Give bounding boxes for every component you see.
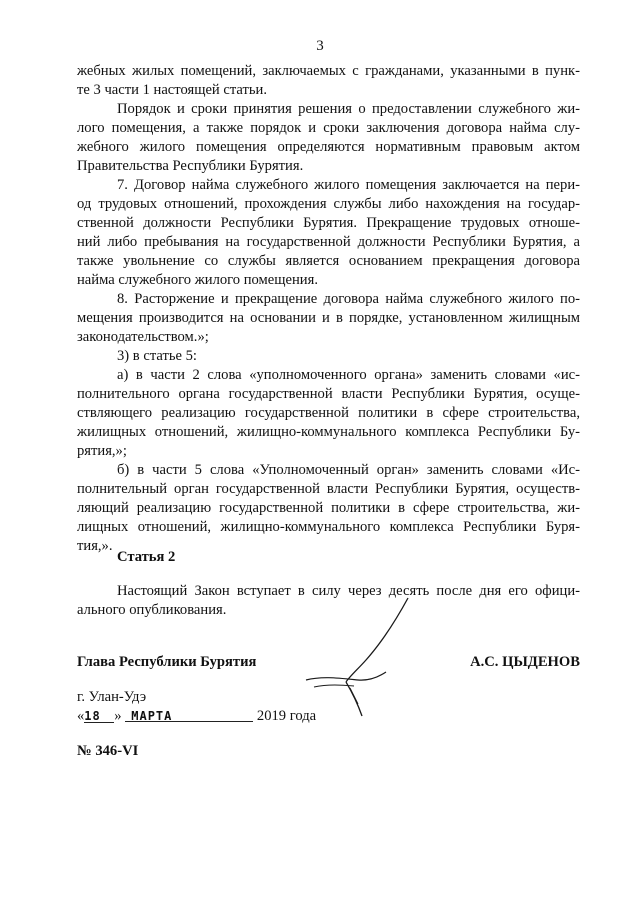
date-month: МАРТА bbox=[131, 709, 173, 723]
text-line: од трудовых отношений, прохождения службы либо нахождения на государ- bbox=[77, 196, 580, 212]
text-line: мещения производится на основании и в порядке, установленном жилищным bbox=[77, 310, 580, 326]
date-open-quote: « bbox=[77, 708, 85, 724]
text-line: Правительства Республики Бурятия. bbox=[77, 158, 304, 174]
text-line: законодательством.»; bbox=[77, 329, 209, 345]
text-line: б) в части 5 слова «Уполномоченный орган» заменить словами «Ис- bbox=[117, 462, 580, 478]
article-heading: Статья 2 bbox=[117, 549, 176, 565]
signer-position: Глава Республики Бурятия bbox=[77, 654, 257, 670]
text-line: ствляющего реализацию государственной политики в сфере строительства, bbox=[77, 405, 580, 421]
text-line: 8. Расторжение и прекращение договора найма служебного жилого по- bbox=[117, 291, 580, 307]
text-line: 3) в статье 5: bbox=[117, 348, 197, 364]
text-line: найма служебного жилого помещения. bbox=[77, 272, 318, 288]
text-line: Порядок и сроки принятия решения о предоставлении служебного жи- bbox=[117, 101, 580, 117]
date-year: 2019 года bbox=[256, 708, 317, 724]
text-line: ственной должности Республики Бурятия. Прекращение трудовых отноше- bbox=[77, 215, 580, 231]
text-line: ляющий реализацию государственной политики в сфере строительства, жи- bbox=[77, 500, 580, 516]
text-line: также увольнение со службы является основанием прекращения договора bbox=[77, 253, 580, 269]
text-line: рятия,»; bbox=[77, 443, 127, 459]
text-line: а) в части 2 слова «уполномоченного органа» заменить словами «ис- bbox=[117, 367, 580, 383]
text-line: Настоящий Закон вступает в силу через десять после дня его офици- bbox=[117, 583, 580, 599]
text-line: лого помещения, а также порядок и сроки заключения договора найма слу- bbox=[77, 120, 580, 136]
text-line: те 3 части 1 настоящей статьи. bbox=[77, 82, 268, 98]
text-line: жебных жилых помещений, заключаемых с гражданами, указанными в пунк- bbox=[77, 63, 580, 79]
page-number: 3 bbox=[316, 38, 324, 54]
text-line: жилищных отношений, жилищно-коммунального комплекса Республики Бу- bbox=[77, 424, 580, 440]
text-line: ального опубликования. bbox=[77, 602, 227, 618]
text-line: полнительного органа государственной власти Республики Бурятия, осуще- bbox=[77, 386, 580, 402]
date-day: 18 bbox=[84, 709, 101, 723]
text-line: 7. Договор найма служебного жилого помещения заключается на пери- bbox=[117, 177, 580, 193]
text-line: тия,». bbox=[77, 538, 113, 554]
date-close-quote: » bbox=[114, 708, 122, 724]
text-line: полнительный орган государственной власти Республики Бурятия, осуществ- bbox=[77, 481, 580, 497]
text-line: жебного жилого помещения определяются нормативным правовым актом bbox=[77, 139, 580, 155]
text-line: ний либо пребывания на государственной должности Республики Бурятия, а bbox=[77, 234, 580, 250]
text-line: лищных отношений, жилищно-коммунального комплекса Республики Буря- bbox=[77, 519, 580, 535]
signing-date bbox=[77, 707, 580, 726]
place: г. Улан-Удэ bbox=[77, 689, 147, 705]
law-number: № 346-VI bbox=[77, 743, 139, 759]
signer-name: А.С. ЦЫДЕНОВ bbox=[470, 654, 580, 670]
